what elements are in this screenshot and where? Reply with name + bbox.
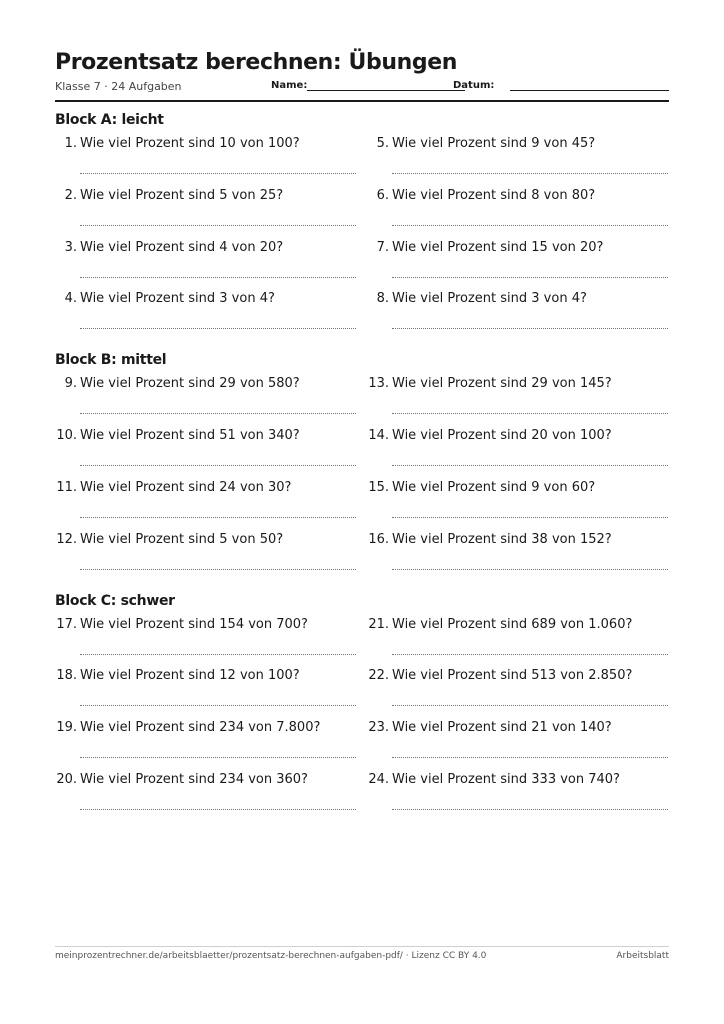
- task-question: Wie viel Prozent sind 38 von 152?: [392, 532, 612, 547]
- date-write-line: [510, 90, 669, 91]
- answer-line: [392, 328, 668, 329]
- task-question: Wie viel Prozent sind 333 von 740?: [392, 772, 620, 787]
- task-question: Wie viel Prozent sind 24 von 30?: [80, 480, 292, 495]
- answer-line: [392, 654, 668, 655]
- answer-line: [392, 569, 668, 570]
- task-question: Wie viel Prozent sind 9 von 45?: [392, 136, 596, 151]
- task-number: 13.: [368, 376, 389, 391]
- task-question: Wie viel Prozent sind 5 von 50?: [80, 532, 284, 547]
- block-b-heading: Block B: mittel: [55, 352, 167, 368]
- answer-line: [80, 757, 356, 758]
- task-number: 22.: [368, 668, 389, 683]
- task-question: Wie viel Prozent sind 51 von 340?: [80, 428, 300, 443]
- answer-line: [392, 517, 668, 518]
- task-number: 8.: [376, 291, 389, 306]
- answer-line: [80, 809, 356, 810]
- task-number: 11.: [56, 480, 77, 495]
- task-question: Wie viel Prozent sind 9 von 60?: [392, 480, 596, 495]
- task-number: 24.: [368, 772, 389, 787]
- answer-line: [80, 465, 356, 466]
- answer-line: [80, 413, 356, 414]
- task-number: 10.: [56, 428, 77, 443]
- footer-divider: [55, 946, 669, 947]
- block-a-heading: Block A: leicht: [55, 112, 164, 128]
- task-question: Wie viel Prozent sind 29 von 145?: [392, 376, 612, 391]
- task-number: 4.: [64, 291, 77, 306]
- task-number: 23.: [368, 720, 389, 735]
- meta-row: [55, 80, 669, 96]
- name-label: Name:: [271, 80, 308, 91]
- task-number: 7.: [376, 240, 389, 255]
- task-question: Wie viel Prozent sind 4 von 20?: [80, 240, 284, 255]
- task-question: Wie viel Prozent sind 15 von 20?: [392, 240, 604, 255]
- footer-label: Arbeitsblatt: [616, 951, 669, 961]
- answer-line: [80, 654, 356, 655]
- task-number: 14.: [368, 428, 389, 443]
- answer-line: [80, 173, 356, 174]
- answer-line: [392, 277, 668, 278]
- answer-line: [392, 757, 668, 758]
- answer-line: [392, 413, 668, 414]
- task-number: 2.: [64, 188, 77, 203]
- task-number: 16.: [368, 532, 389, 547]
- answer-line: [392, 809, 668, 810]
- task-number: 1.: [64, 136, 77, 151]
- answer-line: [392, 173, 668, 174]
- task-question: Wie viel Prozent sind 8 von 80?: [392, 188, 596, 203]
- answer-line: [392, 705, 668, 706]
- task-question: Wie viel Prozent sind 12 von 100?: [80, 668, 300, 683]
- task-question: Wie viel Prozent sind 10 von 100?: [80, 136, 300, 151]
- task-question: Wie viel Prozent sind 234 von 7.800?: [80, 720, 321, 735]
- task-number: 17.: [56, 617, 77, 632]
- worksheet-page: [55, 0, 669, 1024]
- answer-line: [392, 225, 668, 226]
- task-number: 20.: [56, 772, 77, 787]
- block-c-heading: Block C: schwer: [55, 593, 175, 609]
- worksheet-subtitle: Klasse 7 · 24 Aufgaben: [55, 80, 182, 93]
- task-number: 3.: [64, 240, 77, 255]
- name-write-line: [307, 90, 465, 91]
- task-question: Wie viel Prozent sind 234 von 360?: [80, 772, 308, 787]
- task-question: Wie viel Prozent sind 154 von 700?: [80, 617, 308, 632]
- footer-source: meinprozentrechner.de/arbeitsblaetter/prozentsatz-berechnen-aufgaben-pdf/ · Lizenz CC BY 4.0: [55, 951, 487, 961]
- answer-line: [80, 277, 356, 278]
- task-number: 18.: [56, 668, 77, 683]
- answer-line: [80, 569, 356, 570]
- header-divider: [55, 100, 669, 102]
- task-question: Wie viel Prozent sind 29 von 580?: [80, 376, 300, 391]
- task-question: Wie viel Prozent sind 20 von 100?: [392, 428, 612, 443]
- task-number: 21.: [368, 617, 389, 632]
- answer-line: [392, 465, 668, 466]
- task-number: 19.: [56, 720, 77, 735]
- task-number: 12.: [56, 532, 77, 547]
- task-number: 6.: [376, 188, 389, 203]
- task-number: 15.: [368, 480, 389, 495]
- answer-line: [80, 705, 356, 706]
- task-question: Wie viel Prozent sind 3 von 4?: [80, 291, 275, 306]
- task-question: Wie viel Prozent sind 21 von 140?: [392, 720, 612, 735]
- task-number: 9.: [64, 376, 77, 391]
- date-label: Datum:: [453, 80, 495, 91]
- answer-line: [80, 225, 356, 226]
- task-question: Wie viel Prozent sind 513 von 2.850?: [392, 668, 633, 683]
- task-question: Wie viel Prozent sind 3 von 4?: [392, 291, 587, 306]
- page-title: Prozentsatz berechnen: Übungen: [55, 50, 458, 75]
- answer-line: [80, 328, 356, 329]
- task-question: Wie viel Prozent sind 5 von 25?: [80, 188, 284, 203]
- answer-line: [80, 517, 356, 518]
- task-question: Wie viel Prozent sind 689 von 1.060?: [392, 617, 633, 632]
- task-number: 5.: [376, 136, 389, 151]
